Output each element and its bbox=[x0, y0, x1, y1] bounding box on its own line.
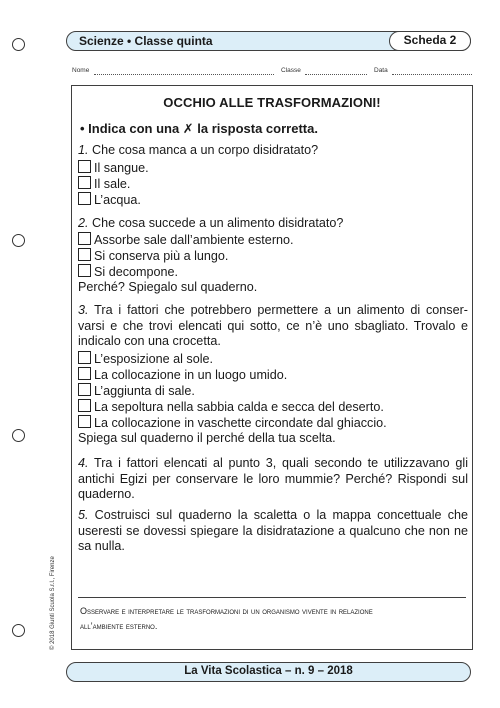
q1-option-2: Il sale. bbox=[94, 177, 131, 191]
q3-line-3: indicalo con una crocetta. bbox=[78, 334, 221, 348]
data-field[interactable] bbox=[392, 74, 472, 75]
q1-text bbox=[78, 143, 318, 158]
q1-option-1: Il sangue. bbox=[94, 161, 149, 175]
nome-field[interactable] bbox=[94, 74, 274, 75]
q5-text bbox=[78, 508, 468, 555]
q2-option-2: Si conserva più a lungo. bbox=[94, 249, 229, 263]
checkbox[interactable] bbox=[78, 232, 91, 245]
checkbox[interactable] bbox=[78, 160, 91, 173]
checkbox[interactable] bbox=[78, 264, 91, 277]
q1-option bbox=[78, 160, 149, 176]
q2-followup: Perché? Spiegalo sul quaderno. bbox=[78, 280, 258, 294]
checkbox[interactable] bbox=[78, 383, 91, 396]
checkbox[interactable] bbox=[78, 367, 91, 380]
q4-line-1: Tra i fattori elencati al punto 3, quali secondo te utilizzavano gli bbox=[88, 456, 468, 470]
exercise-panel bbox=[71, 85, 473, 650]
q3-option bbox=[78, 367, 287, 383]
classe-label: Classe bbox=[281, 67, 301, 74]
q1-question: Che cosa manca a un corpo disidratato? bbox=[88, 143, 319, 157]
q3-followup: Spiega sul quaderno il perché della tua scelta. bbox=[78, 431, 336, 445]
q1-option bbox=[78, 176, 130, 192]
worksheet-title: OCCHIO ALLE TRASFORMAZIONI! bbox=[163, 95, 381, 110]
divider bbox=[78, 597, 466, 598]
q3-option bbox=[78, 351, 213, 367]
objective-note bbox=[80, 604, 468, 634]
nome-label: Nome bbox=[72, 67, 90, 74]
checkbox[interactable] bbox=[78, 192, 91, 205]
punch-hole-3 bbox=[12, 429, 25, 442]
checkbox[interactable] bbox=[78, 399, 91, 412]
q4-text bbox=[78, 456, 468, 503]
copyright: © 2018 Giunti Scuola S.r.l., Firenze bbox=[50, 556, 56, 650]
checkbox[interactable] bbox=[78, 248, 91, 261]
header-bar bbox=[66, 31, 471, 51]
q5-line-3: sa nulla. bbox=[78, 539, 125, 553]
scheda-badge: Scheda 2 bbox=[389, 31, 471, 51]
student-info-line bbox=[72, 67, 472, 79]
q5-number: 5. bbox=[78, 508, 89, 522]
q2-option bbox=[78, 264, 178, 280]
q4-line-2: antichi Egizi per conservare le loro mummie? Perché? Rispondi sul bbox=[78, 471, 468, 486]
q2-option bbox=[78, 248, 228, 264]
data-label: Data bbox=[374, 67, 388, 74]
q3-option bbox=[78, 415, 387, 431]
instruction: • Indica con una ✗ la risposta corretta. bbox=[80, 121, 318, 136]
punch-hole-2 bbox=[12, 234, 25, 247]
q1-option bbox=[78, 192, 141, 208]
q2-option-3: Si decompone. bbox=[94, 265, 179, 279]
q1-option-3: L’acqua. bbox=[94, 193, 141, 207]
q2-text bbox=[78, 216, 343, 231]
checkbox[interactable] bbox=[78, 351, 91, 364]
header-subject: Scienze • Classe quinta bbox=[79, 34, 213, 48]
objective-line-2: all’ambiente esterno. bbox=[80, 621, 158, 631]
footer-bar: La Vita Scolastica – n. 9 – 2018 bbox=[66, 662, 471, 682]
q3-number: 3. bbox=[78, 303, 89, 317]
q3-line-1: Tra i fattori che potrebbero permettere a un alimento di conser- bbox=[88, 303, 468, 317]
q3-option-4: La sepoltura nella sabbia calda e secca del deserto. bbox=[94, 400, 384, 414]
q3-option bbox=[78, 383, 195, 399]
q5-line-2: useresti se dovessi spiegare la disidratazione a qualcuno che non ne bbox=[78, 523, 468, 538]
q3-option-1: L’esposizione al sole. bbox=[94, 352, 214, 366]
punch-hole-1 bbox=[12, 38, 25, 51]
q2-option bbox=[78, 232, 294, 248]
q2-number: 2. bbox=[78, 216, 89, 230]
q2-question: Che cosa succede a un alimento disidratato? bbox=[88, 216, 344, 230]
q1-number: 1. bbox=[78, 143, 89, 157]
objective-line-1: Osservare e interpretare le trasformazioni di un organismo vivente in relazione bbox=[80, 606, 373, 616]
q3-option-2: La collocazione in un luogo umido. bbox=[94, 368, 288, 382]
q3-option-5: La collocazione in vaschette circondate dal ghiaccio. bbox=[94, 416, 387, 430]
q3-line-2: varsi e che trovi elencati qui sotto, ce n’è uno sbagliato. Trovalo e bbox=[78, 318, 468, 333]
q3-option-3: L’aggiunta di sale. bbox=[94, 384, 195, 398]
punch-hole-4 bbox=[12, 624, 25, 637]
q3-option bbox=[78, 399, 384, 415]
q4-number: 4. bbox=[78, 456, 89, 470]
checkbox[interactable] bbox=[78, 176, 91, 189]
q2-option-1: Assorbe sale dall’ambiente esterno. bbox=[94, 233, 294, 247]
q4-line-3: quaderno. bbox=[78, 487, 135, 501]
q3-text bbox=[78, 303, 468, 350]
checkbox[interactable] bbox=[78, 415, 91, 428]
q5-line-1: Costruisci sul quaderno la scaletta o la mappa concettuale che bbox=[88, 508, 468, 522]
classe-field[interactable] bbox=[305, 74, 367, 75]
